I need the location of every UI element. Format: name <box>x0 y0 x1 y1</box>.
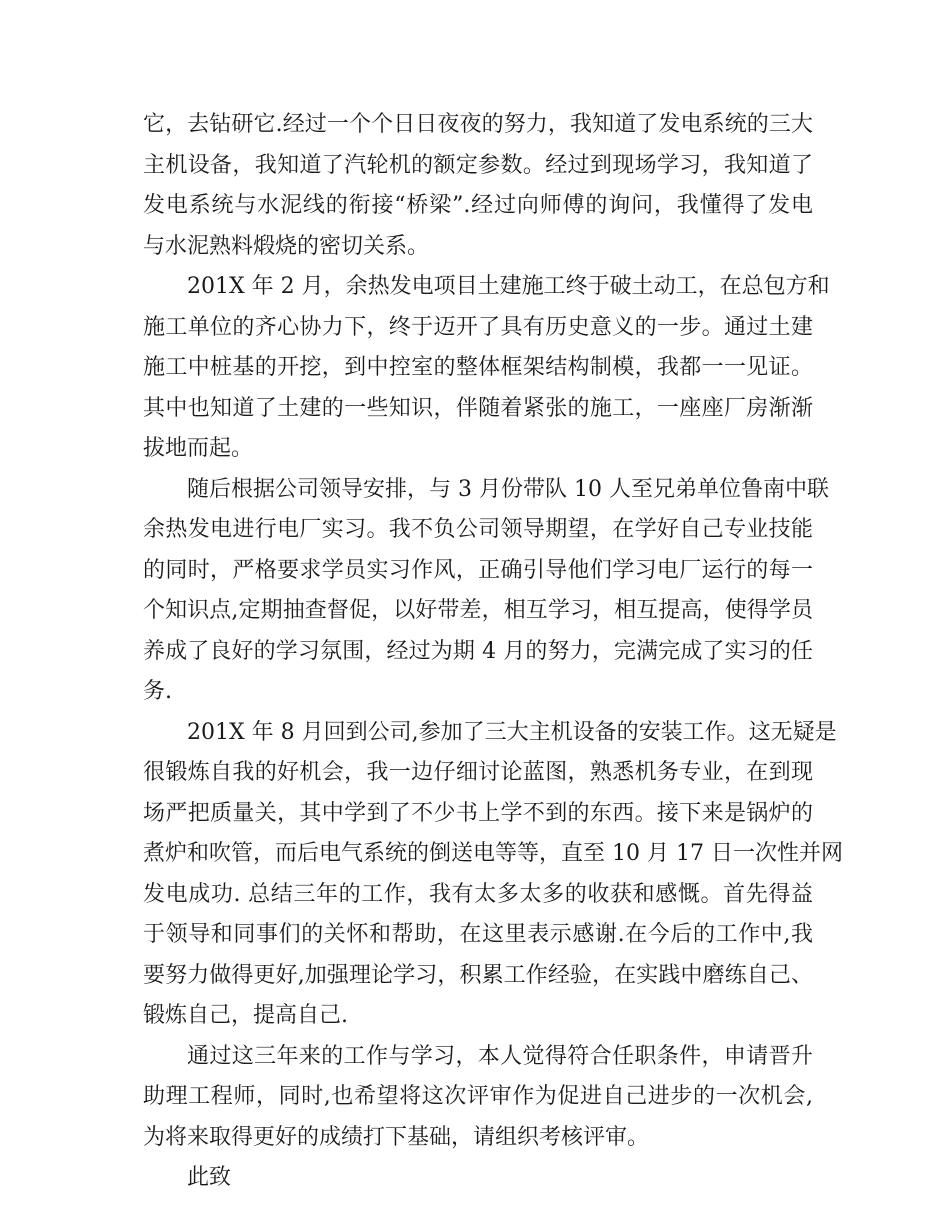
text-line: 发电成功. 总结三年的工作，我有太多太多的收获和感慨。首先得益 <box>143 881 813 907</box>
text-line: 201X 年 8 月回到公司,参加了三大主机设备的安装工作。这无疑是 <box>187 719 837 745</box>
text-line: 煮炉和吹管，而后电气系统的倒送电等等，直至 10 月 17 日一次性并网 <box>143 841 843 866</box>
text-line: 的同时，严格要求学员实习作风，正确引导他们学习电厂运行的每一 <box>143 557 813 583</box>
text-line: 养成了良好的学习氛围，经过为期 4 月的努力，完满完成了实习的任 <box>143 638 813 664</box>
text-line: 锻炼自己，提高自己. <box>143 1003 348 1028</box>
text-line: 201X 年 2 月，余热发电项目土建施工终于破土动工，在总包方和 <box>187 274 830 299</box>
text-line: 拔地而起。 <box>143 436 254 461</box>
text-line: 助理工程师，同时,也希望将这次评审作为促进自己进步的一次机会, <box>143 1084 813 1109</box>
text-line: 施工单位的齐心协力下，终于迈开了具有历史意义的一步。通过土建 <box>143 314 813 340</box>
closing-salutation: 此致 <box>187 1165 232 1190</box>
text-line: 余热发电进行电厂实习。我不负公司领导期望，在学好自己专业技能 <box>143 517 813 542</box>
text-line: 场严把质量关，其中学到了不少书上学不到的东西。接下来是锅炉的 <box>143 800 813 826</box>
text-line: 发电系统与水泥线的衔接“桥梁”.经过向师傅的询问，我懂得了发电 <box>143 193 813 218</box>
text-line: 很锻炼自我的好机会，我一边仔细讨论蓝图，熟悉机务专业，在到现 <box>143 760 813 785</box>
text-line: 为将来取得更好的成绩打下基础，请组织考核评审。 <box>143 1124 650 1150</box>
text-line: 施工中桩基的开挖，到中控室的整体框架结构制模，我都一一见证。 <box>143 355 813 380</box>
text-line: 其中也知道了土建的一些知识，伴随着紧张的施工，一座座厂房渐渐 <box>143 395 813 421</box>
document-body <box>143 105 843 1199</box>
text-line: 通过这三年来的工作与学习，本人觉得符合任职条件，申请晋升 <box>187 1043 813 1069</box>
text-line: 要努力做得更好,加强理论学习，积累工作经验，在实践中磨练自己、 <box>143 962 813 988</box>
text-line: 个知识点,定期抽查督促，以好带差，相互学习，相互提高，使得学员 <box>143 598 813 623</box>
text-line: 与水泥熟料煅烧的密切关系。 <box>143 233 430 259</box>
text-line: 于领导和同事们的关怀和帮助，在这里表示感谢.在今后的工作中,我 <box>143 922 813 947</box>
text-line: 它，去钻研它.经过一个个日日夜夜的努力，我知道了发电系统的三大 <box>143 112 813 137</box>
text-line: 随后根据公司领导安排，与 3 月份带队 10 人至兄弟单位鲁南中联 <box>187 476 829 502</box>
text-line: 务. <box>143 679 172 704</box>
text-line: 主机设备，我知道了汽轮机的额定参数。经过到现场学习，我知道了 <box>143 152 813 178</box>
